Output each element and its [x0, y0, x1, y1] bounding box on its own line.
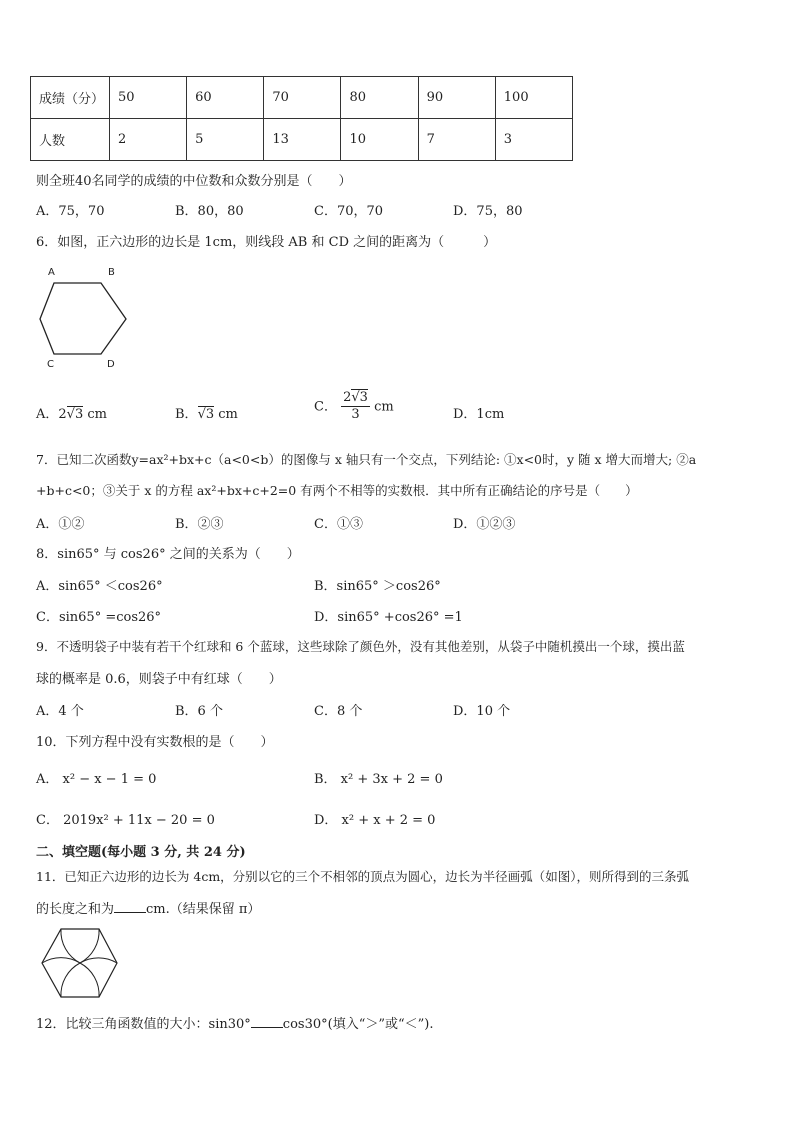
- q10-option-d: D． x² + x + 2 = 0: [314, 813, 436, 828]
- q10-option-c: C． 2019x² + 11x − 20 = 0: [36, 813, 215, 828]
- question-7-line2: +b+c<0；③关于 x 的方程 ax²+bx+c+2=0 有两个不相等的实数根．其中所有正确结论的序号是（ ）: [36, 483, 638, 498]
- question-9-line1: 9．不透明袋子中装有若干个红球和 6 个蓝球，这些球除了颜色外，没有其他差别，从袋子中随机摸出一个球，摸出蓝: [36, 639, 685, 654]
- vertex-label-c: C: [47, 359, 54, 370]
- arc-5: [61, 963, 80, 997]
- q6-c-coef: 2: [343, 390, 352, 405]
- q6-a-unit: cm: [87, 407, 107, 422]
- table-cell: 3: [495, 119, 572, 161]
- q8-option-b: B．sin65° ＞cos26°: [314, 579, 441, 594]
- q6-option-a: A．2√3 cm: [36, 407, 107, 422]
- question-5-stem: 则全班40名同学的成绩的中位数和众数分别是（ ）: [36, 174, 352, 189]
- q6-c-fraction: $\frac{2√3}{3}$: [343, 390, 368, 423]
- table-cell: 13: [264, 119, 341, 161]
- q9-option-c: C．8 个: [314, 704, 363, 719]
- hexagon-arcs-figure: [38, 925, 120, 1003]
- table-cell: 2: [110, 119, 187, 161]
- q9-option-b: B．6 个: [175, 704, 223, 719]
- question-8-stem: 8．sin65° 与 cos26° 之间的关系为（ ）: [36, 547, 300, 562]
- table-cell: 60: [187, 77, 264, 119]
- table-cell: 100: [495, 77, 572, 119]
- q7-option-b: B．②③: [175, 517, 224, 532]
- q9-option-a: A．4 个: [36, 704, 84, 719]
- q6-a-prefix: A．2: [36, 407, 67, 422]
- q11-answer-blank: [114, 900, 146, 913]
- hexagon-figure: [36, 262, 131, 372]
- q8-option-d: D．sin65° +cos26° =1: [314, 610, 463, 625]
- q7-option-a: A．①②: [36, 517, 85, 532]
- table-cell: 50: [110, 77, 187, 119]
- q12-answer-blank: [251, 1015, 283, 1028]
- table-row: [31, 119, 573, 161]
- vertex-label-d: D: [107, 359, 115, 370]
- q7-option-c: C．①③: [314, 517, 363, 532]
- arc-4: [80, 958, 117, 963]
- question-11-line1: 11．已知正六边形的边长为 4cm，分别以它的三个不相邻的顶点为圆心，边长为半径画弧（如图），则所得到的三条弧: [36, 869, 689, 884]
- q6-c-unit: cm: [374, 399, 394, 415]
- q11-text-a: 的长度之和为: [36, 902, 115, 917]
- arc-6: [80, 963, 99, 997]
- table-cell: 7: [418, 119, 495, 161]
- q7-option-d: D．①②③: [453, 517, 516, 532]
- q8-option-a: A．sin65° ＜cos26°: [36, 579, 163, 594]
- q6-c-prefix: C．: [314, 399, 337, 415]
- table-cell: 90: [418, 77, 495, 119]
- question-7-line1: 7．已知二次函数y=ax²+bx+c（a<0<b）的图像与 x 轴只有一个交点，下列结论: ①x<0时，y 随 x 增大而增大; ②a: [36, 452, 697, 467]
- table-row: [31, 77, 573, 119]
- section-title: 二、填空题(每小题 3 分, 共 24 分): [36, 845, 246, 860]
- q10-option-a: A． x² − x − 1 = 0: [36, 772, 157, 787]
- table-count-label: 人数: [31, 119, 110, 161]
- score-table: [30, 76, 573, 161]
- question-11-line2: [36, 898, 260, 917]
- question-12: [36, 1013, 433, 1032]
- question-6-stem: 6．如图，正六边形的边长是 1cm，则线段 AB 和 CD 之间的距离为（ ）: [36, 235, 497, 250]
- q11-text-b: cm.（结果保留 π）: [146, 902, 261, 917]
- q12-text-a: 12．比较三角函数值的大小：sin30°: [36, 1017, 251, 1032]
- question-9-line2: 球的概率是 0.6，则袋子中有红球（ ）: [36, 672, 282, 687]
- q12-text-b: cos30°(填入“＞”或“＜”).: [282, 1017, 434, 1032]
- q6-c-denominator: 3: [351, 407, 360, 423]
- q5-option-c: C．70，70: [314, 204, 384, 219]
- hexagon-shape: [40, 283, 126, 354]
- q6-option-c: [314, 390, 394, 424]
- q6-b-prefix: B．: [175, 407, 198, 422]
- q6-b-radicand: 3: [205, 407, 215, 422]
- vertex-label-a: A: [48, 267, 55, 278]
- table-cell: 80: [341, 77, 418, 119]
- q5-option-b: B．80，80: [175, 204, 244, 219]
- vertex-label-b: B: [108, 267, 115, 278]
- table-cell: 70: [264, 77, 341, 119]
- q6-a-radicand: 3: [74, 407, 84, 422]
- q5-option-d: D．75，80: [453, 204, 523, 219]
- q6-c-radicand: 3: [359, 390, 368, 405]
- q8-option-c: C．sin65° =cos26°: [36, 610, 162, 625]
- question-10-stem: 10．下列方程中没有实数根的是（ ）: [36, 735, 274, 750]
- q6-option-d: D．1cm: [453, 407, 505, 422]
- table-cell: 5: [187, 119, 264, 161]
- table-header-label: 成绩（分）: [31, 77, 110, 119]
- q9-option-d: D．10 个: [453, 704, 511, 719]
- q5-option-a: A．75，70: [36, 204, 105, 219]
- arc-3: [42, 958, 80, 963]
- q6-b-unit: cm: [218, 407, 238, 422]
- q10-option-b: B． x² + 3x + 2 = 0: [314, 772, 443, 787]
- q6-option-b: B．√3 cm: [175, 407, 238, 422]
- table-cell: 10: [341, 119, 418, 161]
